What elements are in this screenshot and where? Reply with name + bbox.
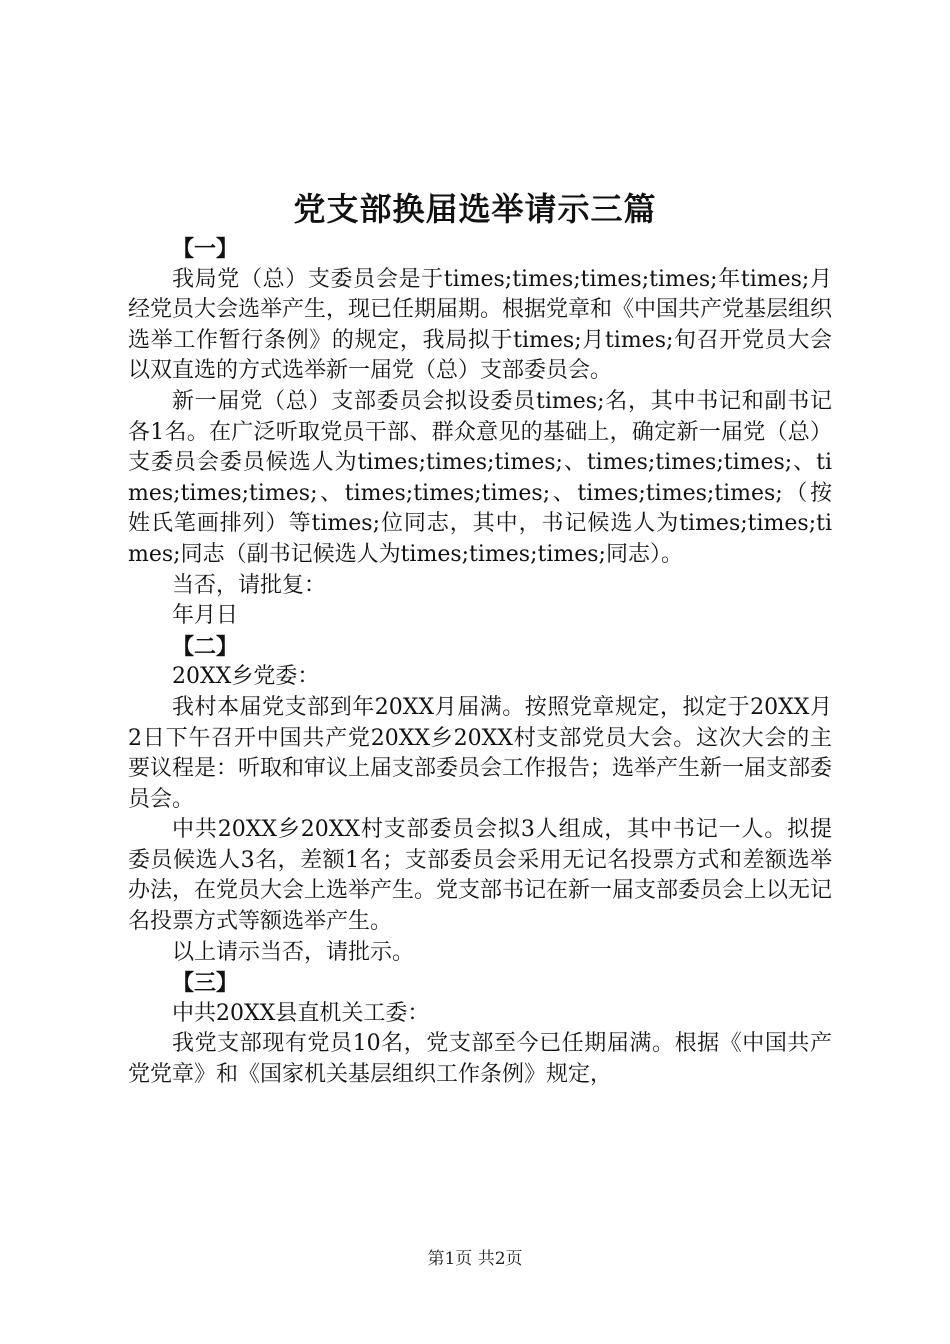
section-heading-2: 【二】: [172, 633, 239, 660]
paragraph: 我党支部现有党员10名，党支部至今已任期届满。根据《中国共产党党章》和《国家机关基层组织工作条例》规定，: [128, 1031, 832, 1088]
page-number-footer: 第1页 共2页: [427, 1249, 523, 1269]
document-body: [128, 234, 832, 1091]
paragraph: 我村本届党支部到年20XX月届满。按照党章规定，拟定于20XX月2日下午召开中国共产党20XX乡20XX村支部党员大会。这次大会的主要议程是：听取和审议上届支部委员会工作报告；选举产生新一届支部委员会。: [128, 694, 833, 812]
paragraph: 新一届党（总）支部委员会拟设委员times;名，其中书记和副书记各1名。在广泛听取党员干部、群众意见的基础上，确定新一届党（总）支委员会委员候选人为times;times;times;、times;times;times;、times;times;times;、times;times;times;、times;times;times;（按姓氏笔画排列）等times;位同志，其中，书记候选人为times;times;times;同志（副书记候选人为times;times;times;同志）。: [128, 388, 832, 567]
paragraph: 以上请示当否，请批示。: [172, 939, 415, 965]
date-line: 年月日: [172, 603, 239, 629]
paragraph: 我局党（总）支委员会是于times;times;times;times;年times;月经党员大会选举产生，现已任期届期。根据党章和《中国共产党基层组织选举工作暂行条例》的规定，我局拟于times;月times;旬召开党员大会以双直选的方式选举新一届党（总）支部委员会。: [128, 266, 833, 384]
document-title: 党支部换届选举请示三篇: [293, 190, 657, 228]
section-heading-1: 【一】: [172, 236, 239, 262]
paragraph: 当否，请批复：: [172, 572, 327, 598]
section-heading-3: 【三】: [172, 970, 239, 997]
paragraph: 中共20XX乡20XX村支部委员会拟3人组成，其中书记一人。拟提委员候选人3名，差额1名；支部委员会采用无记名投票方式和差额选举办法，在党员大会上选举产生。党支部书记在新一届支部委员会上以无记名投票方式等额选举产生。: [128, 817, 833, 935]
addressee: 20XX乡党委：: [172, 664, 320, 690]
addressee: 中共20XX县直机关工委：: [172, 1000, 430, 1026]
